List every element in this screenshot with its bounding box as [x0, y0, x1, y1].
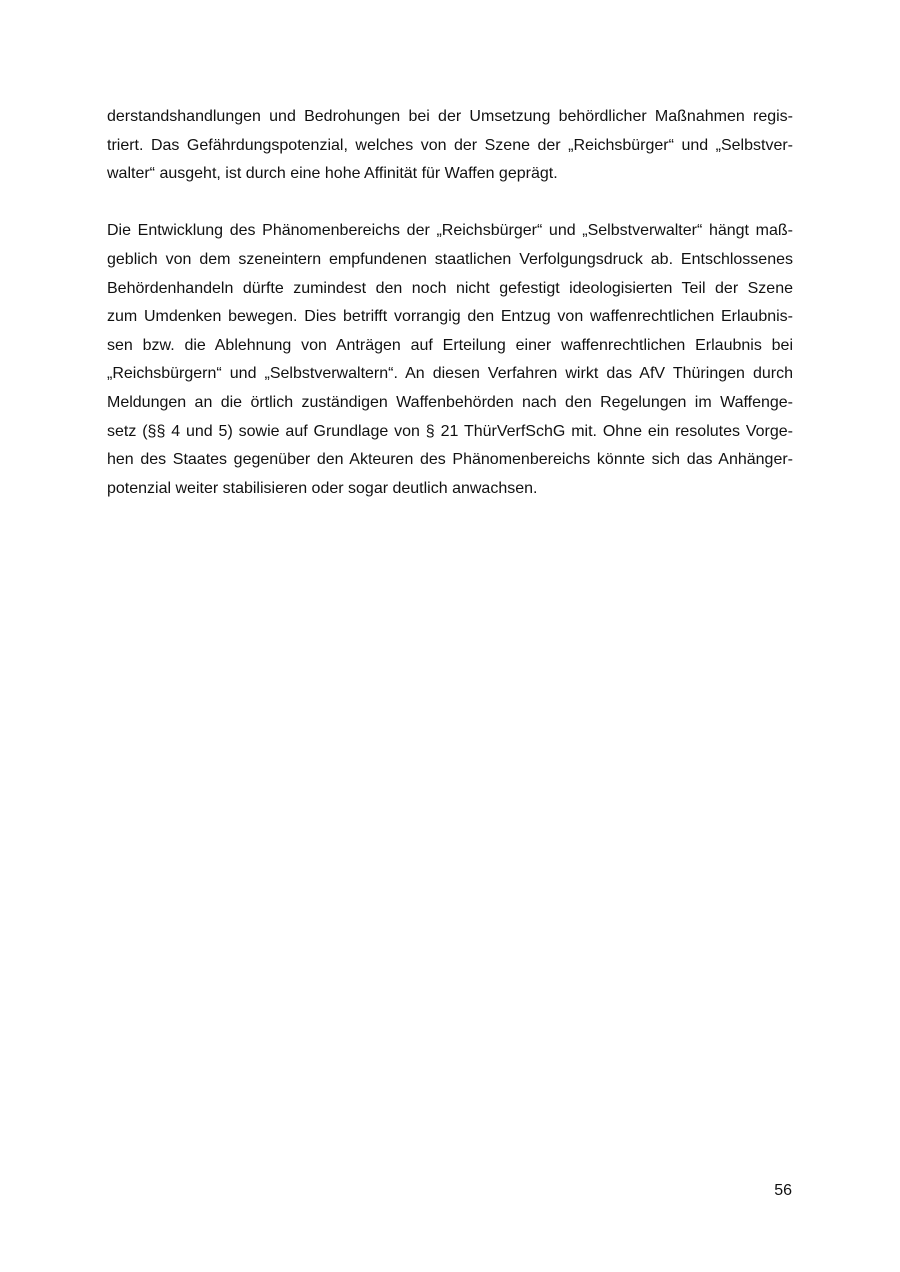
text-line: Meldungen an die örtlich zuständigen Waffenbehörden nach den Regelungen im Waffenge- [107, 393, 793, 411]
text-line: derstandshandlungen und Bedrohungen bei der Umsetzung behördlicher Maßnahmen regis- [107, 108, 793, 125]
text-line: setz (§§ 4 und 5) sowie auf Grundlage von § 21 ThürVerfSchG mit. Ohne ein resolutes Vorge- [107, 422, 793, 440]
text-line: „Reichsbürgern“ und „Selbstverwaltern“. An diesen Verfahren wirkt das AfV Thüringen durch [107, 365, 793, 383]
text-line: Behördenhandeln dürfte zumindest den noch nicht gefestigt ideologisierten Teil der Szene [107, 279, 793, 297]
text-line: walter“ ausgeht, ist durch eine hohe Affinität für Waffen geprägt. [107, 165, 558, 183]
paragraph-1 [107, 103, 793, 189]
text-line: hen des Staates gegenüber den Akteuren des Phänomenbereichs könnte sich das Anhänger- [107, 451, 793, 469]
text-line: triert. Das Gefährdungspotenzial, welches von der Szene der „Reichsbürger“ und „Selbstver- [107, 136, 793, 154]
text-line: geblich von dem szeneintern empfundenen staatlichen Verfolgungsdruck ab. Entschlossenes [107, 250, 793, 268]
text-line: zum Umdenken bewegen. Dies betrifft vorrangig den Entzug von waffenrechtlichen Erlaubnis- [107, 308, 793, 326]
text-line: potenzial weiter stabilisieren oder sogar deutlich anwachsen. [107, 479, 538, 497]
text-line: sen bzw. die Ablehnung von Anträgen auf Erteilung einer waffenrechtlichen Erlaubnis bei [107, 336, 793, 354]
body-text [107, 103, 793, 503]
page-number: 56 [774, 1182, 792, 1199]
paragraph-2 [107, 217, 793, 503]
text-line: Die Entwicklung des Phänomenbereichs der „Reichsbürger“ und „Selbstverwalter“ hängt maß- [107, 222, 793, 240]
